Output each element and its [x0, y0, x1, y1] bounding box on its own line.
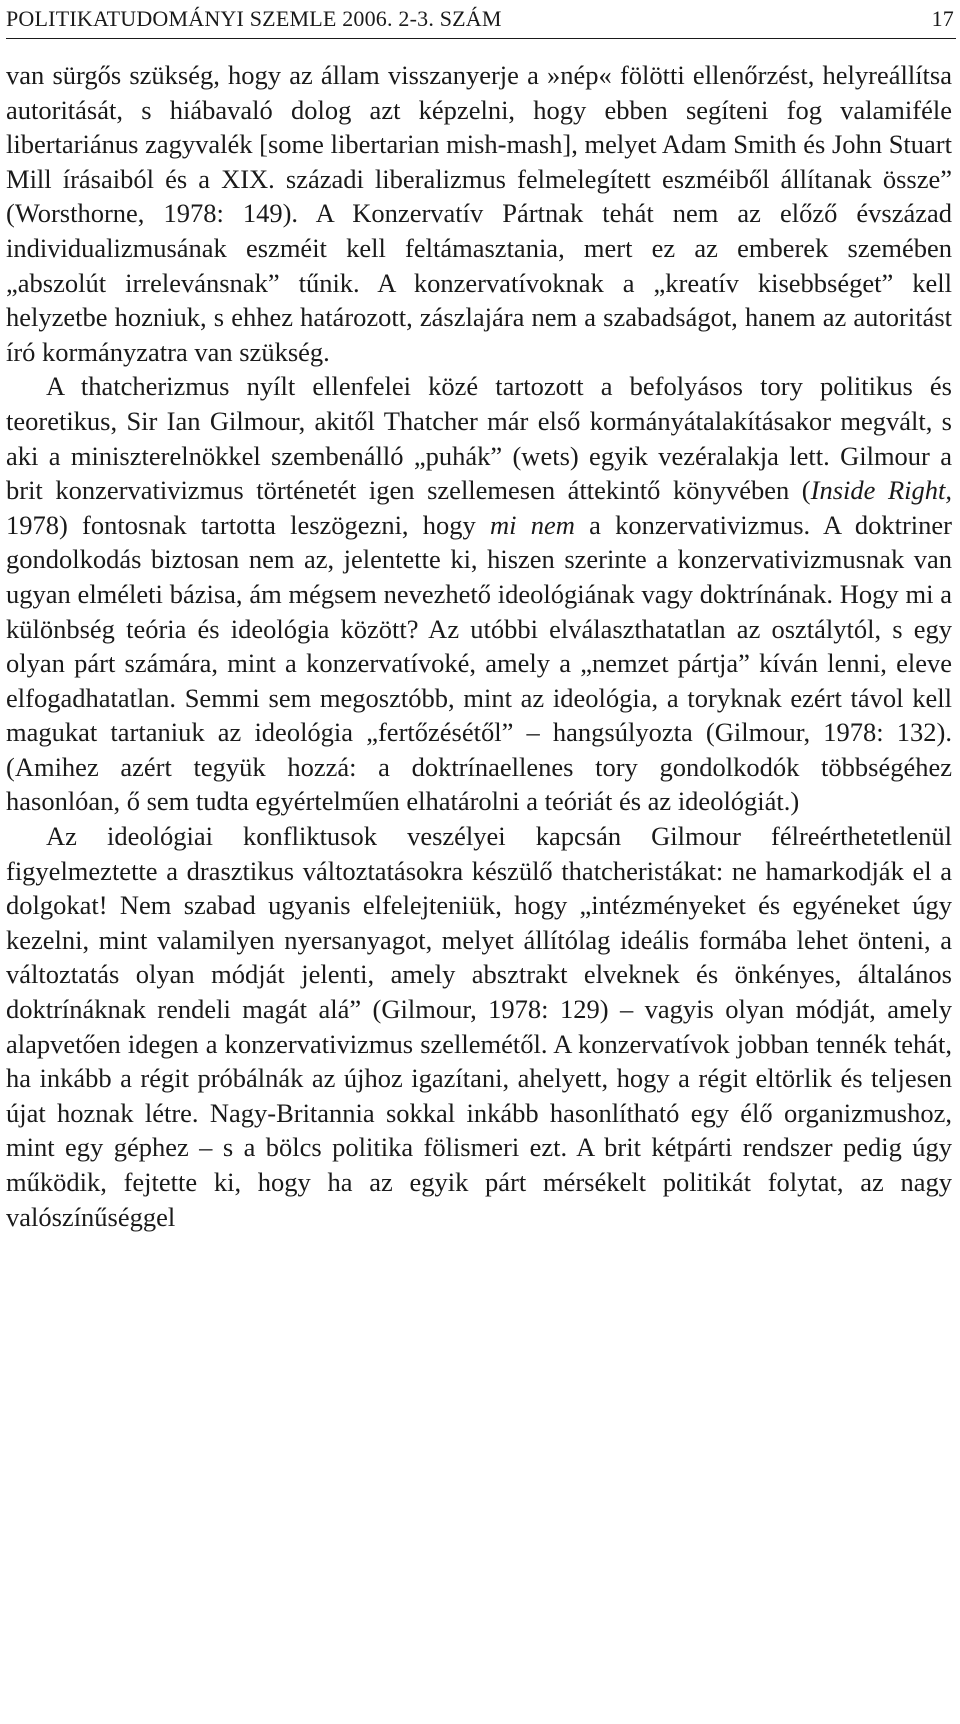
paragraph-2 — [6, 369, 952, 819]
running-header — [6, 4, 956, 34]
page-number: 17 — [931, 6, 954, 31]
journal-title: POLITIKATUDOMÁNYI SZEMLE 2006. 2-3. SZÁM — [6, 6, 502, 31]
document-page — [4, 0, 956, 1724]
paragraph-1: van sürgős szükség, hogy az állam visszanyerje a »nép« fölötti ellenőrzést, helyreállítsa autoritását, s hiábavaló dolog azt képzelni, hogy ebben segíteni fog valamiféle libertariánus zagyvalék [some libertarian mish-mash], melyet Adam Smith és John Stuart Mill írásaiból és a XIX. századi liberalizmus felmelegített eszméiből állítanak össze” (Worsthorne, 1978: 149). A Konzervatív Pártnak tehát nem az előző évszázad individualizmusának eszméit kell feltámasztania, mert ez az emberek szemében „abszolút irrelevánsnak” tűnik. A konzervatívoknak a „kreatív kisebbséget” kell helyzetbe hozniuk, s ehhez határozott, zászlajára nem a szabadságot, hanem az autoritást író kormányzatra van szükség. — [6, 60, 952, 367]
paragraph-2-text-b: 1978) fontosnak tartotta leszögezni, hogy — [6, 509, 491, 540]
paragraph-3: Az ideológiai konfliktusok veszélyei kapcsán Gilmour félreérthetetlenül figyelmeztette a drasztikus változtatásokra készülő thatcheristákat: ne hamarkodják el a dolgokat! Nem szabad ugyanis elfelejteniük, hogy „intézményeket és egyéneket úgy kezelni, mint valamilyen nyersanyagot, melyet állítólag ideális formába lehet önteni, a változtatás olyan módját jelenti, amely absztrakt elveknek és önkényes, általános doktrínáknak rendeli magát alá” (Gilmour, 1978: 129) – vagyis olyan módját, amely alapvetően idegen a konzervativizmus szellemétől. A konzervatívok jobban tennék tehát, ha inkább a régit próbálnák az újhoz igazítani, ahelyett, hogy a régit eltörlik és teljesen újat hoznak létre. Nagy-Britannia sokkal inkább hasonlítható egy élő organizmushoz, mint egy géphez – s a bölcs politika fölismeri ezt. A brit kétpárti rendszer pedig úgy működik, fejtette ki, hogy ha az egyik párt mérsékelt politikát folytat, az nagy valószínűséggel — [6, 821, 952, 1232]
paragraph-2-text-c: a konzervativizmus. A doktriner gondolkodás biztosan nem az, jelentette ki, hiszen szerinte a konzervativizmusnak van ugyan elméleti bázisa, ám mégsem nevezhető ideológiának vagy doktrínának. Hogy mi a különbség teória és ideológia között? Az utóbbi elválaszthatatlan az osztálytól, s egy olyan párt számára, mint a konzervatívoké, amely a „nemzet pártja” kíván lenni, eleve elfogadhatatlan. Semmi sem megosztóbb, mint az ideológia, a toryknak ezért távol kell magukat tartaniuk az ideológia „fertőzésétől” – hangsúlyozta (Gilmour, 1978: 132). (Amihez azért tegyük hozzá: a doktrínaellenes tory gondolkodók többségéhez hasonlóan, ő sem tudta egyértelműen elhatárolni a teóriát és az ideológiát.) — [6, 509, 952, 817]
paragraph-2-text-a: A thatcherizmus nyílt ellenfelei közé tartozott a befolyásos tory politikus és teoretikus, Sir Ian Gilmour, akitől Thatcher már első kormányátalakításakor megvált, s aki a miniszterelnökkel szembenálló „puhák” (wets) egyik vezéralakja lett. Gilmour a brit konzervativizmus történetét igen szellemesen áttekintő könyvében ( — [6, 371, 952, 506]
emphasis-mi-nem: mi nem — [490, 509, 575, 540]
header-rule — [6, 38, 956, 39]
article-body — [6, 58, 952, 1234]
book-title: Inside Right, — [810, 475, 952, 506]
